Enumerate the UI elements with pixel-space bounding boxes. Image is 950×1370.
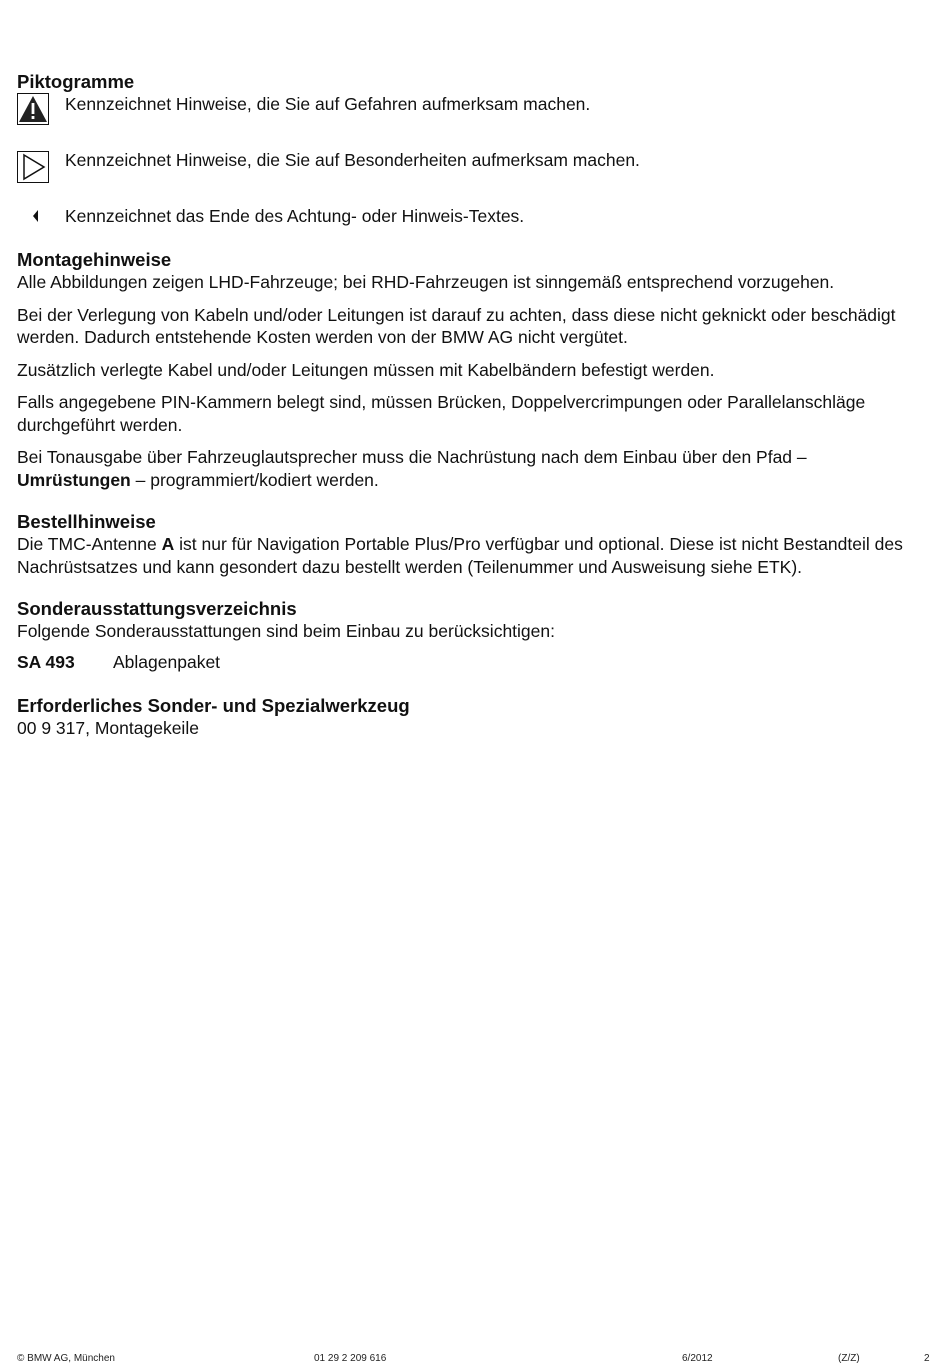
sa-desc: Ablagenpaket [113, 651, 221, 672]
paragraph [17, 446, 807, 491]
section-montage [17, 249, 932, 491]
warning-triangle-icon [17, 93, 49, 125]
footer-page-number: 2 [924, 1353, 930, 1364]
document-body [17, 71, 932, 749]
picto-row-note [17, 149, 932, 205]
paragraph [17, 533, 932, 578]
picto-text-note: Kennzeichnet Hinweise, die Sie auf Besonderheiten aufmerksam machen. [65, 150, 640, 170]
footer-date: 6/2012 [682, 1353, 713, 1364]
section-werkzeug [17, 695, 932, 740]
footer-copyright: © BMW AG, München [17, 1353, 115, 1364]
section-heading-piktogramme: Piktogramme [17, 71, 135, 92]
picto-text-warning: Kennzeichnet Hinweise, die Sie auf Gefahren aufmerksam machen. [65, 94, 591, 114]
section-heading-bestell: Bestellhinweise [17, 511, 156, 532]
picto-row-warning [17, 93, 932, 149]
paragraph: Alle Abbildungen zeigen LHD-Fahrzeuge; bei RHD-Fahrzeugen ist sinngemäß entsprechend vorzugehen. [17, 272, 835, 292]
picto-row-end [17, 205, 932, 239]
text-span: – programmiert/kodiert werden. [130, 469, 379, 490]
paragraph: Falls angegebene PIN-Kammern belegt sind, müssen Brücken, Doppelvercrimpungen oder Parallelanschläge durchgeführt werden. [17, 392, 866, 435]
section-heading-montage: Montagehinweise [17, 249, 172, 270]
sa-row [17, 651, 932, 673]
paragraph: 00 9 317, Montagekeile [17, 717, 199, 738]
text-span: Bei Tonausgabe über Fahrzeuglautsprecher muss die Nachrüstung nach dem Einbau über den Pfad – [17, 447, 807, 467]
paragraph: Bei der Verlegung von Kabeln und/oder Leitungen ist darauf zu achten, dass diese nicht geknickt oder beschädigt werden. Dadurch entstehende Kosten werden von der BMW AG nicht vergütet. [17, 304, 896, 347]
paragraph: Zusätzlich verlegte Kabel und/oder Leitungen müssen mit Kabelbändern befestigt werden. [17, 359, 715, 380]
section-heading-sonder: Sonderausstattungsverzeichnis [17, 598, 297, 619]
footer-docnum: 01 29 2 209 616 [314, 1353, 387, 1364]
paragraph: Folgende Sonderausstattungen sind beim Einbau zu berücksichtigen: [17, 621, 555, 641]
section-bestell [17, 511, 932, 578]
sa-code: SA 493 [17, 651, 75, 672]
footer-code: (Z/Z) [838, 1353, 860, 1364]
bold-term: Umrüstungen [17, 469, 131, 490]
page-footer [17, 1353, 932, 1367]
section-heading-werkzeug: Erforderliches Sonder- und Spezialwerkzeug [17, 694, 410, 716]
picto-text-end: Kennzeichnet das Ende des Achtung- oder Hinweis-Textes. [65, 206, 525, 226]
play-triangle-icon [17, 151, 49, 183]
text-span: ist nur für Navigation Portable Plus/Pro verfügbar und optional. Diese ist nicht Bestandteil des Nachrüstsatzes und kann gesondert dazu bestellt werden (Teilenummer und Ausweisung siehe ETK). [17, 534, 903, 577]
section-sonder [17, 598, 932, 673]
bold-term: A [161, 534, 175, 554]
text-span: Die TMC-Antenne [17, 534, 162, 554]
end-marker-icon [17, 205, 49, 227]
